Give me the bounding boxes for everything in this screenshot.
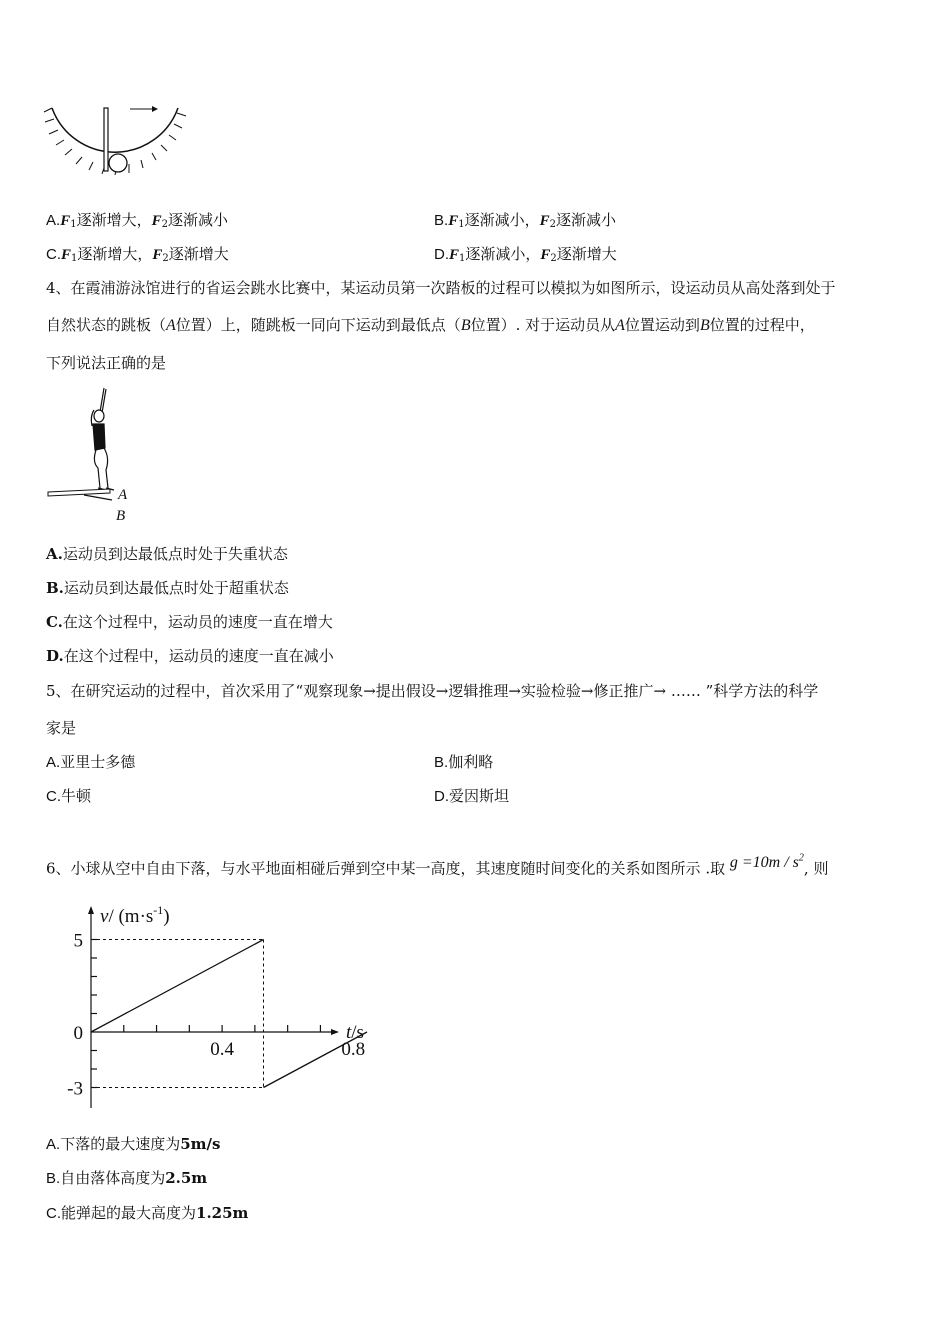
series-line-0 — [91, 940, 264, 1033]
q4-option-c[interactable]: C.在这个过程中，运动员的速度一直在增大 — [46, 613, 333, 631]
q5-stem-line1: 5、在研究运动的过程中，首次采用了“观察现象→提出假设→逻辑推理→实验检验→修正推广→ …… ”科学方法的科学 — [46, 682, 819, 700]
option-label: A. — [46, 754, 61, 771]
q3-option-d[interactable]: $D.F_1$逐渐减小，$F_2$逐渐增大 — [434, 245, 617, 264]
y-axis-label: v/ $(m\cdot s^{-1})$ — [100, 903, 170, 927]
ball — [109, 154, 127, 172]
q6-stem: 6、小球从空中自由下落，与水平地面相碰后弹到空中某一高度，其速度随时间变化的关系如图所示 .取 $g =10m / s^2$, 则 — [46, 853, 829, 878]
q4-option-a[interactable]: A.运动员到达最低点时处于失重状态 — [46, 545, 288, 563]
q3-option-b[interactable]: $B.F_1$逐渐减小，$F_2$逐渐减小 — [434, 211, 616, 230]
q3-option-c[interactable]: $C.F_1$逐渐增大，$F_2$逐渐增大 — [46, 245, 229, 264]
x-tick-label: 0.8 — [341, 1039, 366, 1060]
q5-option-a[interactable]: A.亚里士多德 — [46, 753, 136, 771]
option-label: C. — [46, 1205, 61, 1222]
x-tick-label: 0.4 — [210, 1039, 234, 1060]
y-tick-label: -3 — [67, 1078, 83, 1100]
q6-option-c[interactable]: C.能弹起的最大高度为1.25m — [46, 1204, 249, 1222]
option-label: C. — [46, 613, 63, 631]
vertical-rod — [104, 108, 108, 171]
option-label: C. — [46, 788, 61, 805]
option-label: B. — [46, 579, 64, 597]
q5-option-b[interactable]: B.伽利略 — [434, 753, 494, 771]
springboard — [48, 489, 110, 496]
q4-stem-line1: 4、在霞浦游泳馆进行的省运会跳水比赛中，某运动员第一次踏板的过程可以模拟为如图所示，设运动员从高处落到处于 — [46, 279, 836, 297]
option-label: D. — [46, 647, 64, 665]
option-label: A. — [46, 212, 61, 229]
q6-option-a[interactable]: A.下落的最大速度为5m/s — [46, 1135, 221, 1153]
arrow-head-icon — [152, 106, 158, 112]
q4-stem-line2: 自然状态的跳板（A位置）上，随跳板一同向下运动到最低点（B位置）. 对于运动员从A位置运动到B位置的过程中， — [46, 316, 815, 334]
q5-option-c[interactable]: C.牛顿 — [46, 787, 92, 805]
y-axis-arrow-icon — [88, 906, 94, 914]
q4-stem-line3: 下列说法正确的是 — [46, 354, 167, 372]
option-label: C. — [46, 246, 61, 263]
option-label: A. — [46, 1136, 61, 1153]
q5-stem-line2: 家是 — [46, 719, 77, 737]
q5-option-d[interactable]: D.爱因斯坦 — [434, 787, 510, 805]
diver-icon — [91, 388, 114, 490]
bowl-arc — [52, 108, 178, 152]
bowl-figure — [40, 95, 190, 190]
option-label: A. — [46, 545, 63, 563]
label-B: B — [116, 508, 126, 524]
formula-g: $g =10m / s^2$ — [729, 853, 804, 872]
q4-option-b[interactable]: B.运动员到达最低点时处于超重状态 — [46, 579, 289, 597]
option-label: B. — [46, 1170, 61, 1187]
y-tick-label: 0 — [73, 1023, 83, 1044]
option-label: D. — [434, 246, 449, 263]
option-label: B. — [434, 212, 449, 229]
diver-springboard-figure — [44, 386, 144, 526]
q6-option-b[interactable]: B.自由落体高度为2.5m — [46, 1169, 208, 1187]
y-tick-label: 5 — [73, 930, 83, 952]
board-bent — [84, 495, 112, 500]
q3-option-a[interactable]: $A.F_1$逐渐增大，$F_2$逐渐减小 — [46, 211, 228, 230]
option-label: D. — [434, 788, 449, 805]
label-A: A — [118, 487, 128, 503]
q4-option-d[interactable]: D.在这个过程中，运动员的速度一直在减小 — [46, 647, 334, 665]
option-label: B. — [434, 754, 449, 771]
x-axis-label: t/s — [346, 1022, 364, 1043]
x-axis-arrow-icon — [331, 1029, 339, 1035]
velocity-time-chart — [50, 900, 380, 1115]
